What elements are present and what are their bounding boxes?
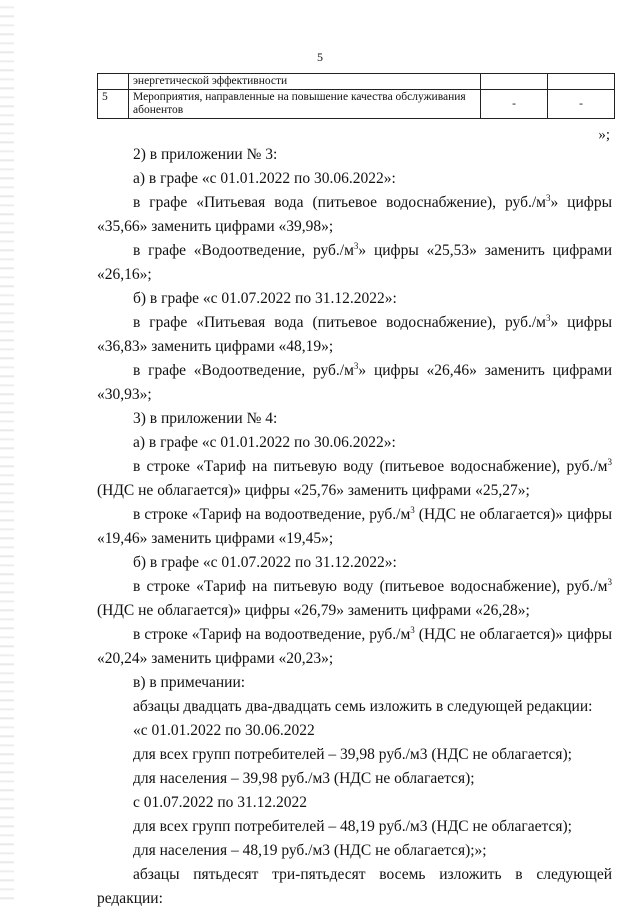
paragraph: 2) в приложении № 3: xyxy=(133,146,278,163)
paragraph: в) в примечании: xyxy=(133,674,246,691)
table-row xyxy=(98,74,615,90)
paragraph: в графе «Водоотведение, руб./м 3 » цифры «25,53» заменить цифрами «26,16»; xyxy=(97,239,612,287)
paragraph: «с 01.01.2022 по 30.06.2022 xyxy=(133,722,315,739)
paragraph: в строке «Тариф на водоотведение, руб./м 3 (НДС не облагается)» цифры «19,46» заменить цифрами «19,45»; xyxy=(97,503,612,551)
measures-table xyxy=(97,73,615,119)
paragraph: абзацы двадцать два-двадцать семь изложить в следующей редакции: xyxy=(133,698,593,715)
paragraph: с 01.07.2022 по 31.12.2022 xyxy=(133,794,308,811)
paragraph: 3) в приложении № 4: xyxy=(133,410,278,427)
paragraph: а) в графе «с 01.01.2022 по 30.06.2022»: xyxy=(133,170,396,187)
table-cell-text: Мероприятия, направленные на повышение качества обслуживания абонентов xyxy=(129,90,481,119)
paragraph: в строке «Тариф на водоотведение, руб./м 3 (НДС не облагается)» цифры «20,24» заменить цифрами «20,23»; xyxy=(97,623,612,671)
paragraph: абзацы пятьдесят три-пятьдесят восемь изложить в следующей редакции: xyxy=(97,866,612,907)
paragraph: в строке «Тариф на питьевую воду (питьевое водоснабжение), руб./м 3 (НДС не облагается)» цифры «25,76» заменить цифрами «25,27»; xyxy=(97,455,612,503)
table-cell-val1 xyxy=(481,74,548,90)
paragraph: б) в графе «с 01.07.2022 по 31.12.2022»: xyxy=(133,554,397,571)
paragraph: в графе «Водоотведение, руб./м 3 » цифры «26,46» заменить цифрами «30,93»; xyxy=(97,359,612,407)
table-cell-num xyxy=(98,74,129,90)
table-cell-val1: - xyxy=(481,90,548,119)
paragraph: б) в графе «с 01.07.2022 по 31.12.2022»: xyxy=(133,290,397,307)
paragraph: для всех групп потребителей – 39,98 руб./м3 (НДС не облагается); xyxy=(133,746,572,763)
paragraph: в графе «Питьевая вода (питьевое водоснабжение), руб./м 3 » цифры «35,66» заменить цифрами «39,98»; xyxy=(97,191,612,239)
paragraph: в строке «Тариф на питьевую воду (питьевое водоснабжение), руб./м 3 (НДС не облагается)» цифры «26,79» заменить цифрами «26,28»; xyxy=(97,575,612,623)
page-number: 5 xyxy=(317,50,323,64)
scan-edge-noise xyxy=(0,0,14,905)
paragraph: для населения – 48,19 руб./м3 (НДС не облагается);»; xyxy=(133,842,487,859)
paragraph: для всех групп потребителей – 48,19 руб./м3 (НДС не облагается); xyxy=(133,818,572,835)
paragraph: в графе «Питьевая вода (питьевое водоснабжение), руб./м 3 » цифры «36,83» заменить цифрами «48,19»; xyxy=(97,311,612,359)
table-cell-text: энергетической эффективности xyxy=(129,74,481,90)
table-cell-val2: - xyxy=(548,90,615,119)
table-row xyxy=(98,90,615,119)
paragraph: а) в графе «с 01.01.2022 по 30.06.2022»: xyxy=(133,434,396,451)
closing-quote-mark: »; xyxy=(598,127,610,143)
paragraph: для населения – 39,98 руб./м3 (НДС не облагается); xyxy=(133,770,475,787)
table-cell-num: 5 xyxy=(98,90,129,119)
document-body xyxy=(97,143,612,911)
table-cell-val2 xyxy=(548,74,615,90)
